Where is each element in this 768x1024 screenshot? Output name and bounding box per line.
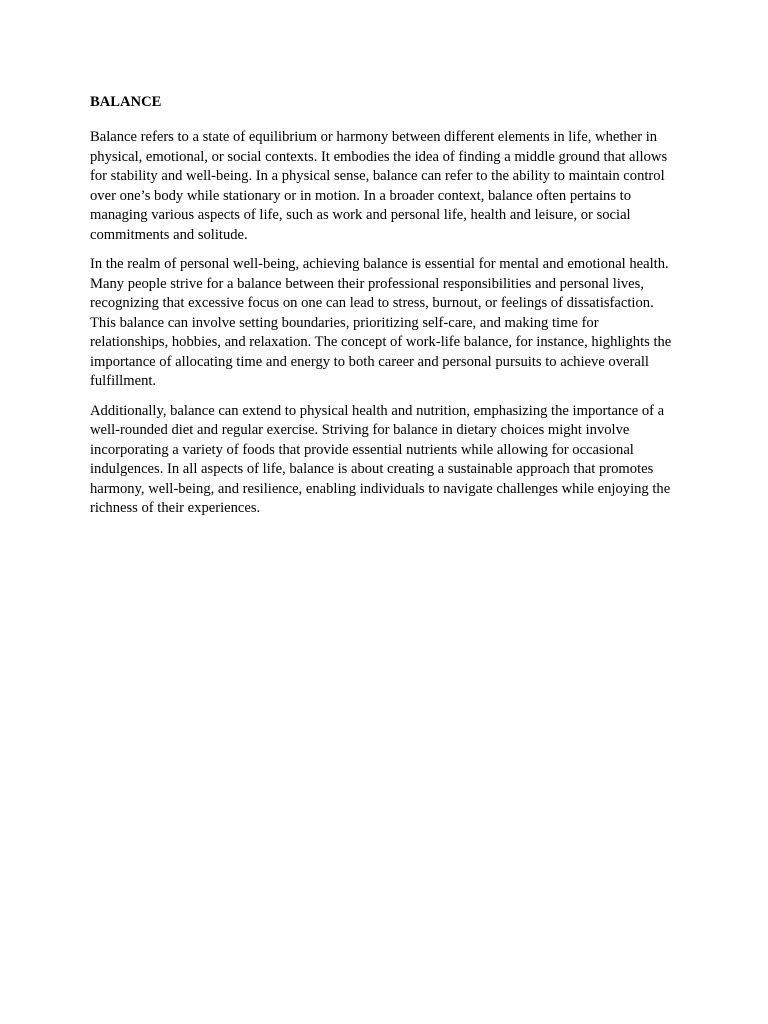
document-title: BALANCE	[90, 94, 162, 110]
paragraph-2: In the realm of personal well-being, achieving balance is essential for mental and emotional health. Many people strive for a balance between their professional responsibilities and personal lives, recognizing that excessive focus on one can lead to stress, burnout, or feelings of dissatisfaction. This balance can involve setting boundaries, prioritizing self-care, and making time for relationships, hobbies, and relaxation. The concept of work-life balance, for instance, highlights the importance of allocating time and energy to both career and personal pursuits to achieve overall fulfillment.	[90, 256, 672, 389]
paragraph-1: Balance refers to a state of equilibrium or harmony between different elements in life, whether in physical, emotional, or social contexts. It embodies the idea of finding a middle ground that allows for stability and well-being. In a physical sense, balance can refer to the ability to maintain control over one’s body while stationary or in motion. In a broader context, balance often pertains to managing various aspects of life, such as work and personal life, health and leisure, or social commitments and solitude.	[90, 129, 668, 243]
document-body	[90, 92, 680, 529]
paragraph-3: Additionally, balance can extend to physical health and nutrition, emphasizing the importance of a well-rounded diet and regular exercise. Striving for balance in dietary choices might involve incorporating a variety of foods that provide essential nutrients while allowing for occasional indulgences. In all aspects of life, balance is about creating a sustainable approach that promotes harmony, well-being, and resilience, enabling individuals to navigate challenges while enjoying the richness of their experiences.	[90, 402, 671, 516]
